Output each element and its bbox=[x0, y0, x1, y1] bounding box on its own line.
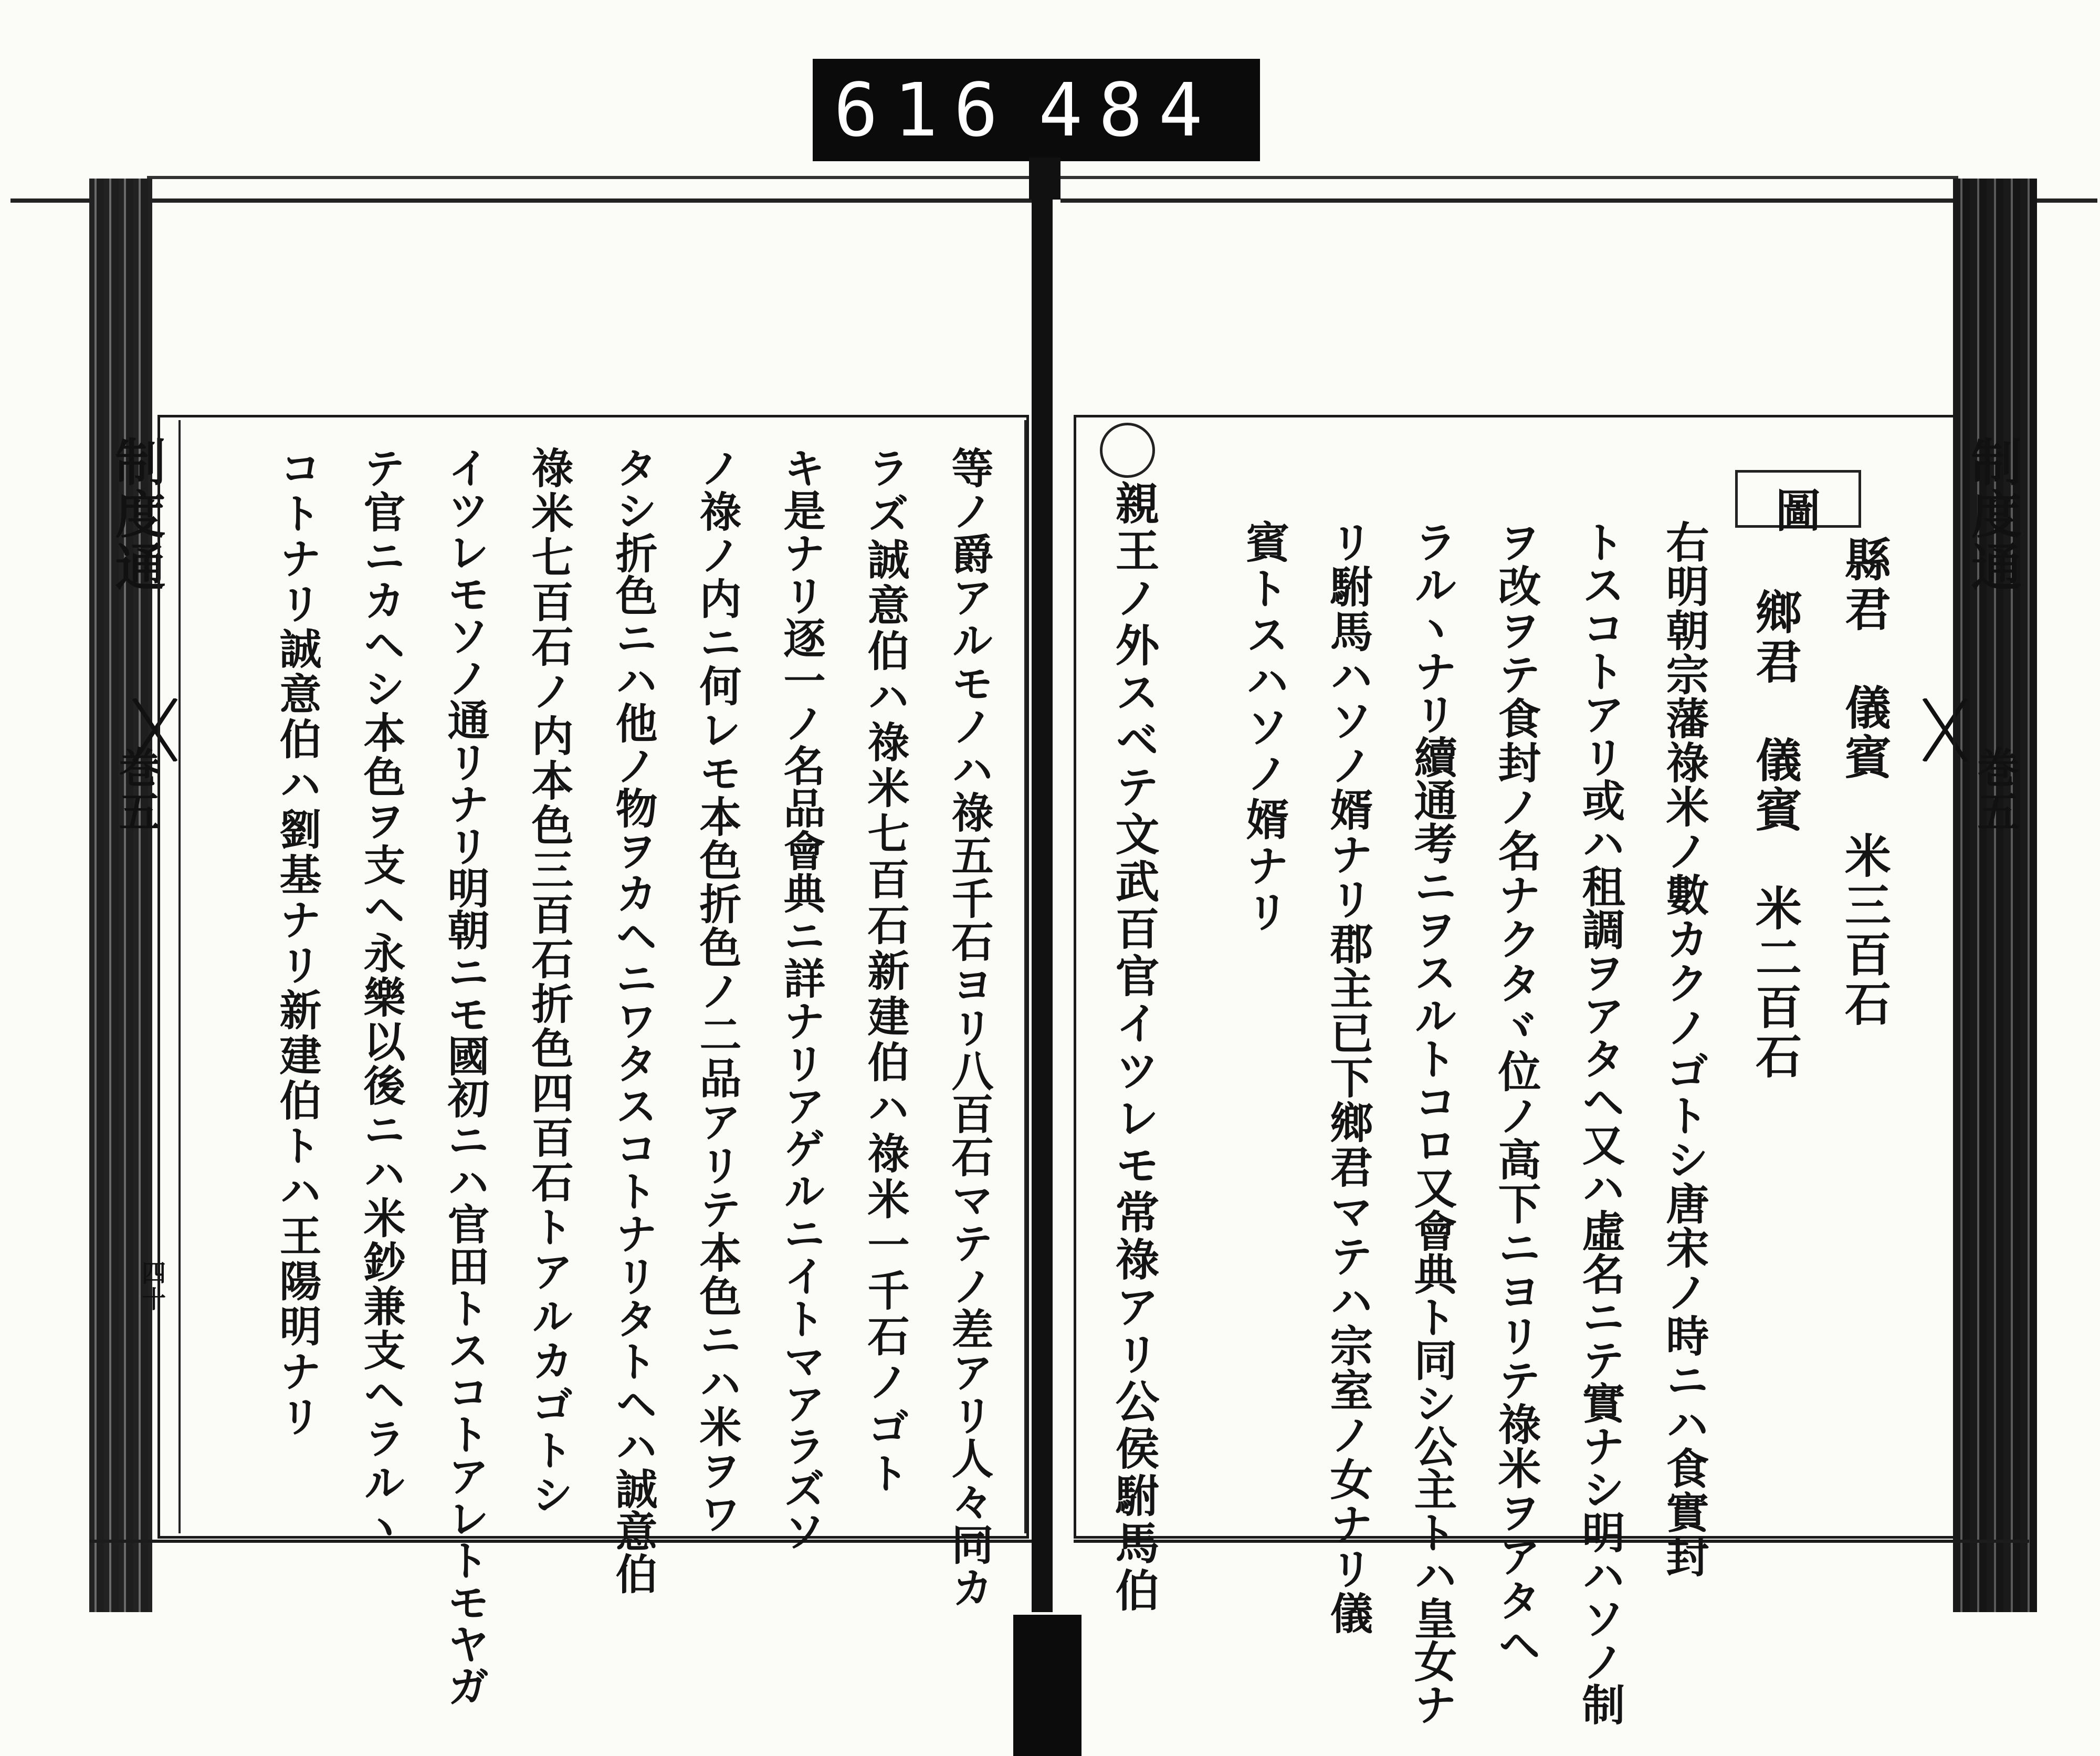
left-book-edge bbox=[89, 179, 152, 1612]
right-text-column: 賓トスハソノ婿ナリ bbox=[1239, 520, 1289, 936]
right-string-rule bbox=[1060, 198, 2097, 203]
left-text-column: テ官ニカヘシ本色ヲ支ヘ永樂以後ニハ米鈔兼支ヘラルヽ bbox=[356, 446, 406, 1549]
right-margin-title: 制度通 bbox=[1963, 436, 2022, 593]
right-margin-volume: 巻五 bbox=[1970, 746, 2020, 834]
right-text-column: 鄉君 儀賓 米二百石 bbox=[1748, 588, 1803, 1082]
circle-mark bbox=[1100, 423, 1155, 478]
left-string-rule bbox=[10, 198, 1034, 203]
left-text-column: 等ノ爵アルモノハ祿五千石ヨリ八百石マテノ差アリ人々同カ bbox=[944, 446, 994, 1609]
right-book-edge bbox=[1953, 179, 2037, 1612]
book-spine bbox=[1032, 184, 1053, 1612]
right-text-column: 親王ノ外スベテ文武百官イツレモ常祿アリ公侯駙馬伯 bbox=[1108, 480, 1160, 1615]
archive-number-label bbox=[813, 59, 1260, 161]
heading-box-label: 圖 bbox=[1776, 485, 1821, 538]
left-margin-title: 制度通 bbox=[107, 436, 166, 593]
left-text-column: イツレモソノ通リナリ明朝ニモ國初ニハ官田トスコトアレトモヤガ bbox=[440, 446, 490, 1707]
right-text-column: リ駙馬ハソノ婿ナリ郡主已下鄉君マテハ宗室ノ女ナリ儀 bbox=[1323, 520, 1373, 1636]
left-folio-number: 四十 bbox=[138, 1260, 166, 1313]
left-margin-volume: 巻五 bbox=[112, 746, 161, 834]
left-page-top-edge bbox=[147, 176, 1034, 200]
right-bottom-rule bbox=[1074, 1540, 2029, 1543]
left-text-column: 祿米七百石ノ内本色三百石折色四百石トアルカゴトシ bbox=[524, 446, 574, 1518]
left-text-column: ノ祿ノ内ニ何レモ本色折色ノ二品アリテ本色ニハ米ヲワ bbox=[692, 446, 742, 1536]
left-text-column: キ是ナリ逐一ノ名品會典ニ詳ナリアゲルニイトマアラズソ bbox=[776, 446, 826, 1552]
archive-number-right: 484 bbox=[1038, 68, 1219, 153]
right-text-column: ラルヽナリ續通考ニヲスルトコロ又會典ト同シ公主トハ皇女ナ bbox=[1407, 520, 1457, 1726]
left-text-column: コトナリ誠意伯ハ劉基ナリ新建伯トハ王陽明ナリ bbox=[272, 446, 322, 1440]
spine-foot bbox=[1013, 1615, 1082, 1756]
right-text-column: 右明朝宗藩祿米ノ數カクノゴトシ唐宋ノ時ニハ食實封 bbox=[1659, 520, 1709, 1579]
right-text-column: トスコトアリ或ハ租調ヲアタヘ又ハ虛名ニテ實ナシ明ハソノ制 bbox=[1575, 520, 1625, 1726]
left-text-column: タシ折色ニハ他ノ物ヲカヘニワタスコトナリタトヘハ誠意伯 bbox=[608, 446, 658, 1595]
left-text-column: ラズ誠意伯ハ祿米七百石新建伯ハ祿米一千石ノゴト bbox=[860, 446, 910, 1497]
right-text-column: ヲ改ヲテ食封ノ名ナクタヾ位ノ高下ニヨリテ祿米ヲアタヘ bbox=[1491, 520, 1541, 1667]
heading-box bbox=[1735, 470, 1861, 538]
right-page-top-edge bbox=[1060, 176, 1958, 200]
archive-number-left: 616 bbox=[834, 68, 1014, 153]
right-text-column: 縣君 儀賓 米三百石 bbox=[1838, 536, 1892, 1029]
left-bottom-rule bbox=[89, 1540, 1032, 1543]
